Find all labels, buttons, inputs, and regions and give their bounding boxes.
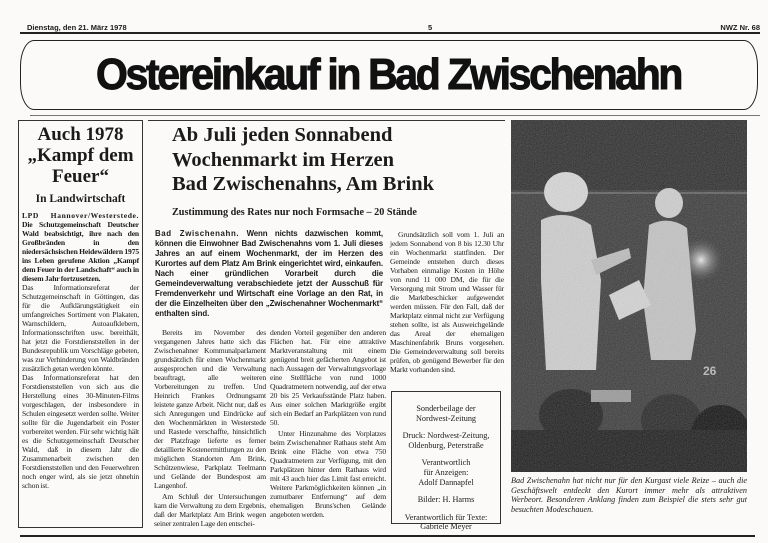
imprint-box: Sonderbeilage der Nordwest-Zeitung Druck: Nordwest-Zeitung, Oldenburg, Peterstraße Verantwortlich für Anzeigen: Adolf Dannapfel Bilder: H. Harms Verantwortlich für Texte: Gabriele Meyer — [391, 391, 501, 524]
main-article-rule — [148, 120, 505, 121]
header-rule — [20, 32, 760, 34]
issue-date: Dienstag, den 21. März 1978 — [27, 23, 127, 32]
side-article-paragraph: Das Informationsreferat der Schutzgemeinschaft in Göttingen, das für die Aufklärungstätigkeit ein umfangreiches Sortiment von Plakaten, Warnschildern, Autoaufklebern, Informationsschriften usw. bereithält, hat jetzt die Forstdienststellen in der Bundesrepublik um Vorschläge gebeten, was zur Verhinderung von Waldbränden zusätzlich getan werden könnte. — [22, 283, 139, 373]
main-article-headline: Ab Juli jeden Sonnabend Wochenmarkt im Herzen Bad Zwischenahns, Am Brink — [172, 124, 435, 195]
side-article-paragraph: Das Informationsreferat hat den Forstdienststellen von sich aus die Herstellung eines 30-Minuten-Films vorgeschlagen, der insbesondere in Schulen eingesetzt werden sollte. Weiter sollte für die Jugendarbeit ein Poster vorbereitet werden. Für sehr wichtig hält es die Schutzgemeinschaft Deutscher Wald, daß in diesem Jahr die Zusammenarbeit zwischen den Forstdienststellen und den Feuerwehren noch enger wird, als sie jetzt ohnehin schon ist. — [22, 373, 139, 490]
main-article-lead: Bad Zwischenahn. Wenn nichts dazwischen kommt, können die Einwohner Bad Zwischenahns vom 1. Juli dieses Jahres an auf einem Wochenmarkt, der im Herzen des Kurortes auf dem Platz Am Brink eingerichtet wird, einkaufen. Nach einer gründlichen Vorarbeit durch die Gemeindeverwaltung verabschiedete jetzt der Ausschuß für Fremdenverkehr und Wirtschaft eine Vorlage an den Rat, in der die Einzelheiten über den „Zwischenahner Wochenmarkt“ enthalten sind. — [155, 229, 384, 318]
stage-number: 26 — [703, 364, 717, 378]
issue-number: NWZ Nr. 68 — [720, 23, 760, 32]
photo-caption: Bad Zwischenahn hat nicht nur für den Kurgast viele Reize – auch die Geschäftswelt entdeckt den Kurort immer mehr als attraktiven Werbeort. Besonderen Anklang finden zum Beispiel die stets sehr gut besuchten Modeschauen. — [511, 476, 747, 514]
side-article-headline: Auch 1978 „Kampf dem Feuer“ — [27, 124, 134, 187]
main-article-column-1: Bereits im November des vergangenen Jahres hatte sich das Zwischenahner Kommunalparlament grundsätzlich für einen Wochenmarkt ausgesprochen und die Verwaltung beauftragt, alle weiteren Vorbereitungen zu treffen. Und Heinrich Frankes Ordnungsamt leistete ganze Arbeit. Nicht nur, daß es sich Anregungen und Eindrücke auf den Wochenmärkten in Westerstede und Rastede verschaffte, hinsichtlich der Platzfrage lieferte es ferner detaillierte Kostenermittlungen zu den möglichen Standorten Am Brink, Schützenwiese, Parkplatz Teelmann und Gelände der Bundespost am Langenhof. Am Schluß der Untersuchungen kam die Verwaltung zu dem Ergebnis, daß der Marktplatz Am Brink wegen seiner zentralen Lage den entschei- — [154, 328, 266, 528]
main-article-column-2: denden Vorteil gegenüber den anderen Flächen hat. Für eine attraktive Marktveranstaltung mit einem genügend breit gefächerten Angebot ist nach Aussagen der Verwaltungsvorlage eine Stellfläche von rund 1000 Quadratmetern notwendig, auf der etwa 20 bis 25 Verkaufsstände Platz haben. Aus einer solchen Marktgröße ergibt sich ein Bedarf an Parkplätzen von rund 50. Unter Hinzunahme des Vorplatzes beim Zwischenahner Rathaus steht Am Brink eine Fläche von etwa 750 Quadratmetern zur Verfügung, mit den Parkplätzen hinter dem Rathaus wird mit 43 auch hier das Limit fast erreicht. Weitere Parkmöglichkeiten können „in zumutbarer Entfernung“ auf dem ehemaligen Bruns'schen Gelände angeboten werden. — [270, 328, 386, 519]
page-number: 5 — [428, 23, 433, 32]
side-article-subheadline: In Landwirtschaft — [35, 193, 126, 205]
main-article-subheadline: Zustimmung des Rates nur noch Formsache – 20 Stände — [172, 207, 417, 218]
footer-rule — [20, 535, 755, 537]
side-article-body — [22, 211, 139, 490]
side-article-dateline: LPD Hannover/Westerstede. — [22, 211, 139, 220]
banner-title: Ostereinkauf in Bad Zwischenahn — [96, 50, 682, 99]
banner-rule — [30, 115, 760, 116]
main-article-column-3: Grundsätzlich soll vom 1. Juli an jedem Sonnabend von 8 bis 12.30 Uhr ein Wochenmarkt stattfinden. Der Gemeinde entstehen durch dieses Vorhaben einmalige Kosten in Höhe von rund 11 000 DM, die für die Versorgung mit Strom und Wasser für die Marktbeschicker aufgewendet werden müssen. Für den Fall, daß der Marktplatz einmal nicht zur Verfügung stehen sollte, ist als Ausweichgelände das Areal der ehemaligen Maschinenfabrik Bruns vorgesehen. Die Gemeindeverwaltung soll bereits prüfen, ob genügend Bewerber für den Markt vorhanden sind. — [390, 230, 504, 374]
side-article-lead: Die Schutzgemeinschaft Deutscher Wald beabsichtigt, ihre nach den Großbränden in den niedersächsischen Heidewäldern 1975 ins Leben gerufene Aktion „Kampf dem Feuer in der Landschaft“ auch in diesem Jahr fortzusetzen. — [22, 220, 139, 283]
fashion-show-photo — [511, 120, 747, 472]
